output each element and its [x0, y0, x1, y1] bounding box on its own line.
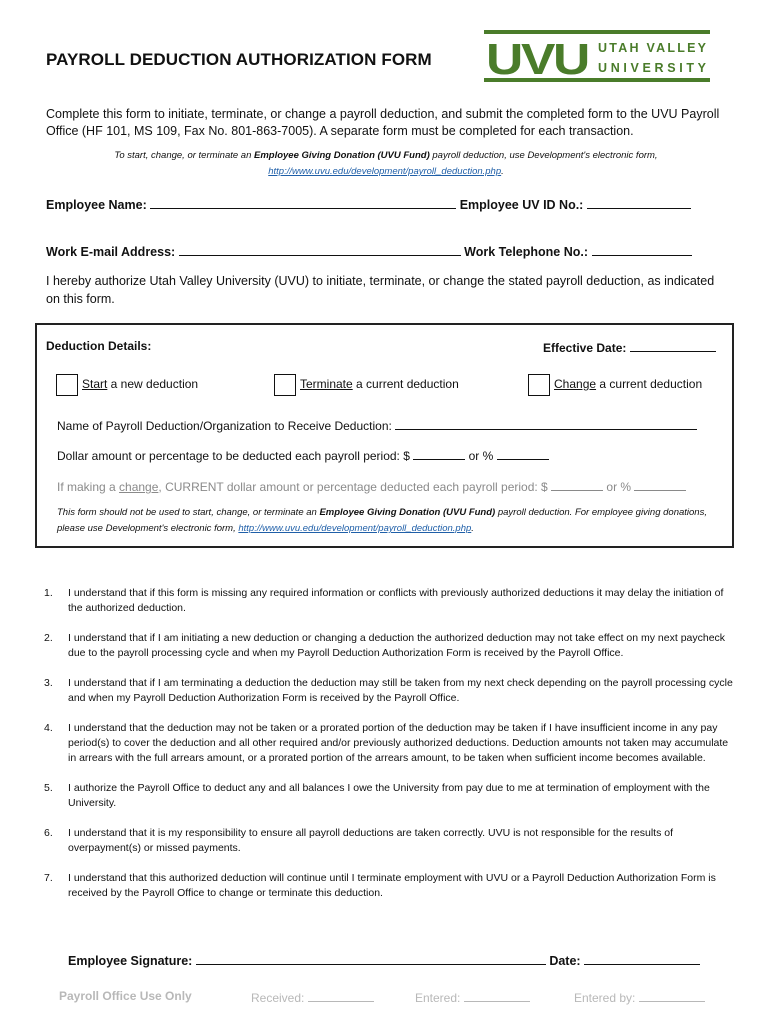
received-label: Received: [251, 991, 305, 1005]
authorization-text: I hereby authorize Utah Valley University (UVU) to initiate, terminate, or change the stated payroll deduction, as indicated on this form. [46, 274, 715, 306]
option-terminate-key: Terminate [300, 377, 353, 392]
start-checkbox[interactable] [56, 374, 78, 396]
option-change[interactable] [528, 374, 702, 396]
form-title: PAYROLL DEDUCTION AUTHORIZATION FORM [46, 50, 432, 69]
option-change-rest: a current deduction [596, 377, 703, 392]
deduction-note [57, 505, 717, 537]
work-phone-field[interactable] [592, 243, 692, 256]
terms-list [44, 586, 734, 916]
amount-or: or % [468, 449, 494, 463]
term-text: I understand that it is my responsibility to ensure all payroll deductions are taken correctly. UVU is not responsible for the results of overpayment(s) or missed payments. [68, 827, 674, 854]
term-item [44, 781, 734, 811]
intro-text: Complete this form to initiate, terminate, or change a payroll deduction, and submit the completed form to the UVU Payroll Office (HF 101, MS 109, Fax No. 801-863-7005). A separate form must be completed for each transaction. [46, 107, 720, 138]
uvu-logo [484, 30, 710, 82]
employee-id-field[interactable] [587, 196, 691, 209]
giving-note-end: . [501, 166, 504, 177]
term-item [44, 676, 734, 706]
signature-field[interactable] [196, 952, 546, 965]
term-text: I understand that if this form is missing any required information or conflicts with previously authorized deductions it may delay the initiation of the authorized deduction. [68, 587, 724, 614]
office-use-label: Payroll Office Use Only [59, 989, 192, 1003]
note-pre: This form should not be used to start, change, or terminate an [57, 507, 320, 518]
org-field[interactable] [395, 417, 697, 430]
received-row [251, 989, 374, 1005]
term-num: 4. [44, 722, 53, 734]
change-pre: If making a [57, 480, 120, 494]
option-terminate[interactable] [274, 374, 459, 396]
giving-note-bold: Employee Giving Donation (UVU Fund) [254, 150, 430, 161]
entered-row [415, 989, 530, 1005]
contact-row [46, 243, 692, 259]
option-change-key: Change [554, 377, 597, 392]
term-item [44, 586, 734, 616]
note-link[interactable]: http://www.uvu.edu/development/payroll_deduction.php [238, 523, 472, 534]
deduction-header: Deduction Details: [46, 339, 152, 353]
effective-date-label: Effective Date: [543, 341, 627, 355]
org-label: Name of Payroll Deduction/Organization to Receive Deduction: [57, 419, 392, 433]
signature-label: Employee Signature: [68, 954, 193, 968]
logo-line1: UTAH VALLEY [598, 41, 706, 55]
entered-label: Entered: [415, 991, 461, 1005]
option-start-key: Start [82, 377, 108, 392]
giving-link[interactable]: http://www.uvu.edu/development/payroll_deduction.php [268, 166, 502, 177]
effective-date-field[interactable] [630, 339, 716, 352]
term-text: I understand that if I am initiating a new deduction or changing a deduction the authorized deduction may not take effect on my next paycheck due to the payroll processing cycle and when my Payroll Deduction Authorization Form is received by the Payroll Office. [68, 632, 726, 659]
option-start[interactable] [56, 374, 198, 396]
term-num: 1. [44, 587, 53, 599]
giving-note-pre: To start, change, or terminate an [114, 150, 254, 161]
terminate-checkbox[interactable] [274, 374, 296, 396]
employee-row [46, 196, 691, 212]
change-or: or % [606, 480, 632, 494]
entered-field[interactable] [464, 989, 530, 1002]
term-item [44, 826, 734, 856]
option-start-rest: a new deduction [107, 377, 199, 392]
note-end: . [471, 523, 474, 534]
signature-date-label: Date: [549, 954, 581, 968]
entered-by-row [574, 989, 705, 1005]
signature-date-field[interactable] [584, 952, 700, 965]
term-text: I understand that the deduction may not be taken or a prorated portion of the deduction may be taken if I have insufficient income in any pay period(s) to cover the deduction and all other required and/or previously authorized deductions. Deduction amounts not taken may accumulate in arrears with the full arrears amount, or a prorated portion of the arrears amount, to be taken when sufficient income becomes available. [68, 722, 729, 764]
amount-percent-field[interactable] [497, 447, 549, 460]
change-checkbox[interactable] [528, 374, 550, 396]
amount-label: Dollar amount or percentage to be deducted each payroll period: $ [57, 449, 410, 463]
current-dollar-field[interactable] [551, 478, 603, 491]
giving-note [46, 148, 726, 180]
term-num: 2. [44, 632, 53, 644]
term-num: 7. [44, 872, 53, 884]
logo-word: UVU [486, 35, 589, 82]
note-post: payroll deduction. For employee giving donations, please use Development's electronic form, [57, 507, 707, 534]
work-phone-label: Work Telephone No.: [464, 245, 589, 259]
term-item [44, 871, 734, 901]
term-num: 5. [44, 782, 53, 794]
amount-row [57, 447, 549, 463]
effective-date [543, 339, 716, 355]
employee-name-label: Employee Name: [46, 198, 147, 212]
entered-by-label: Entered by: [574, 991, 636, 1005]
change-row [57, 478, 686, 494]
work-email-label: Work E-mail Address: [46, 245, 176, 259]
received-field[interactable] [308, 989, 374, 1002]
change-post: , CURRENT dollar amount or percentage deducted each payroll period: $ [158, 480, 548, 494]
term-item [44, 721, 734, 766]
term-text: I understand that this authorized deduction will continue until I terminate employment with UVU or a Payroll Deduction Authorization Form is received by the Payroll Office to change or terminate this deduction. [68, 872, 716, 899]
work-email-field[interactable] [179, 243, 461, 256]
signature-row [68, 952, 700, 968]
term-num: 3. [44, 677, 53, 689]
entered-by-field[interactable] [639, 989, 705, 1002]
current-percent-field[interactable] [634, 478, 686, 491]
option-terminate-rest: a current deduction [352, 377, 459, 392]
logo-line2: UNIVERSITY [598, 61, 706, 75]
employee-id-label: Employee UV ID No.: [459, 198, 584, 212]
term-item [44, 631, 734, 661]
term-text: I authorize the Payroll Office to deduct any and all balances I owe the University from pay due to me at termination of employment with the University. [68, 782, 710, 809]
term-num: 6. [44, 827, 53, 839]
change-key: change [119, 480, 159, 494]
amount-dollar-field[interactable] [413, 447, 465, 460]
note-bold: Employee Giving Donation (UVU Fund) [319, 507, 496, 518]
org-row [57, 417, 697, 433]
employee-name-field[interactable] [150, 196, 456, 209]
giving-note-post: payroll deduction, use Development's electronic form, [429, 150, 658, 161]
term-text: I understand that if I am terminating a deduction the deduction may still be taken from my next check depending on the payroll processing cycle and when my Payroll Deduction Authorization Form is received by the Payroll Office. [68, 677, 733, 704]
